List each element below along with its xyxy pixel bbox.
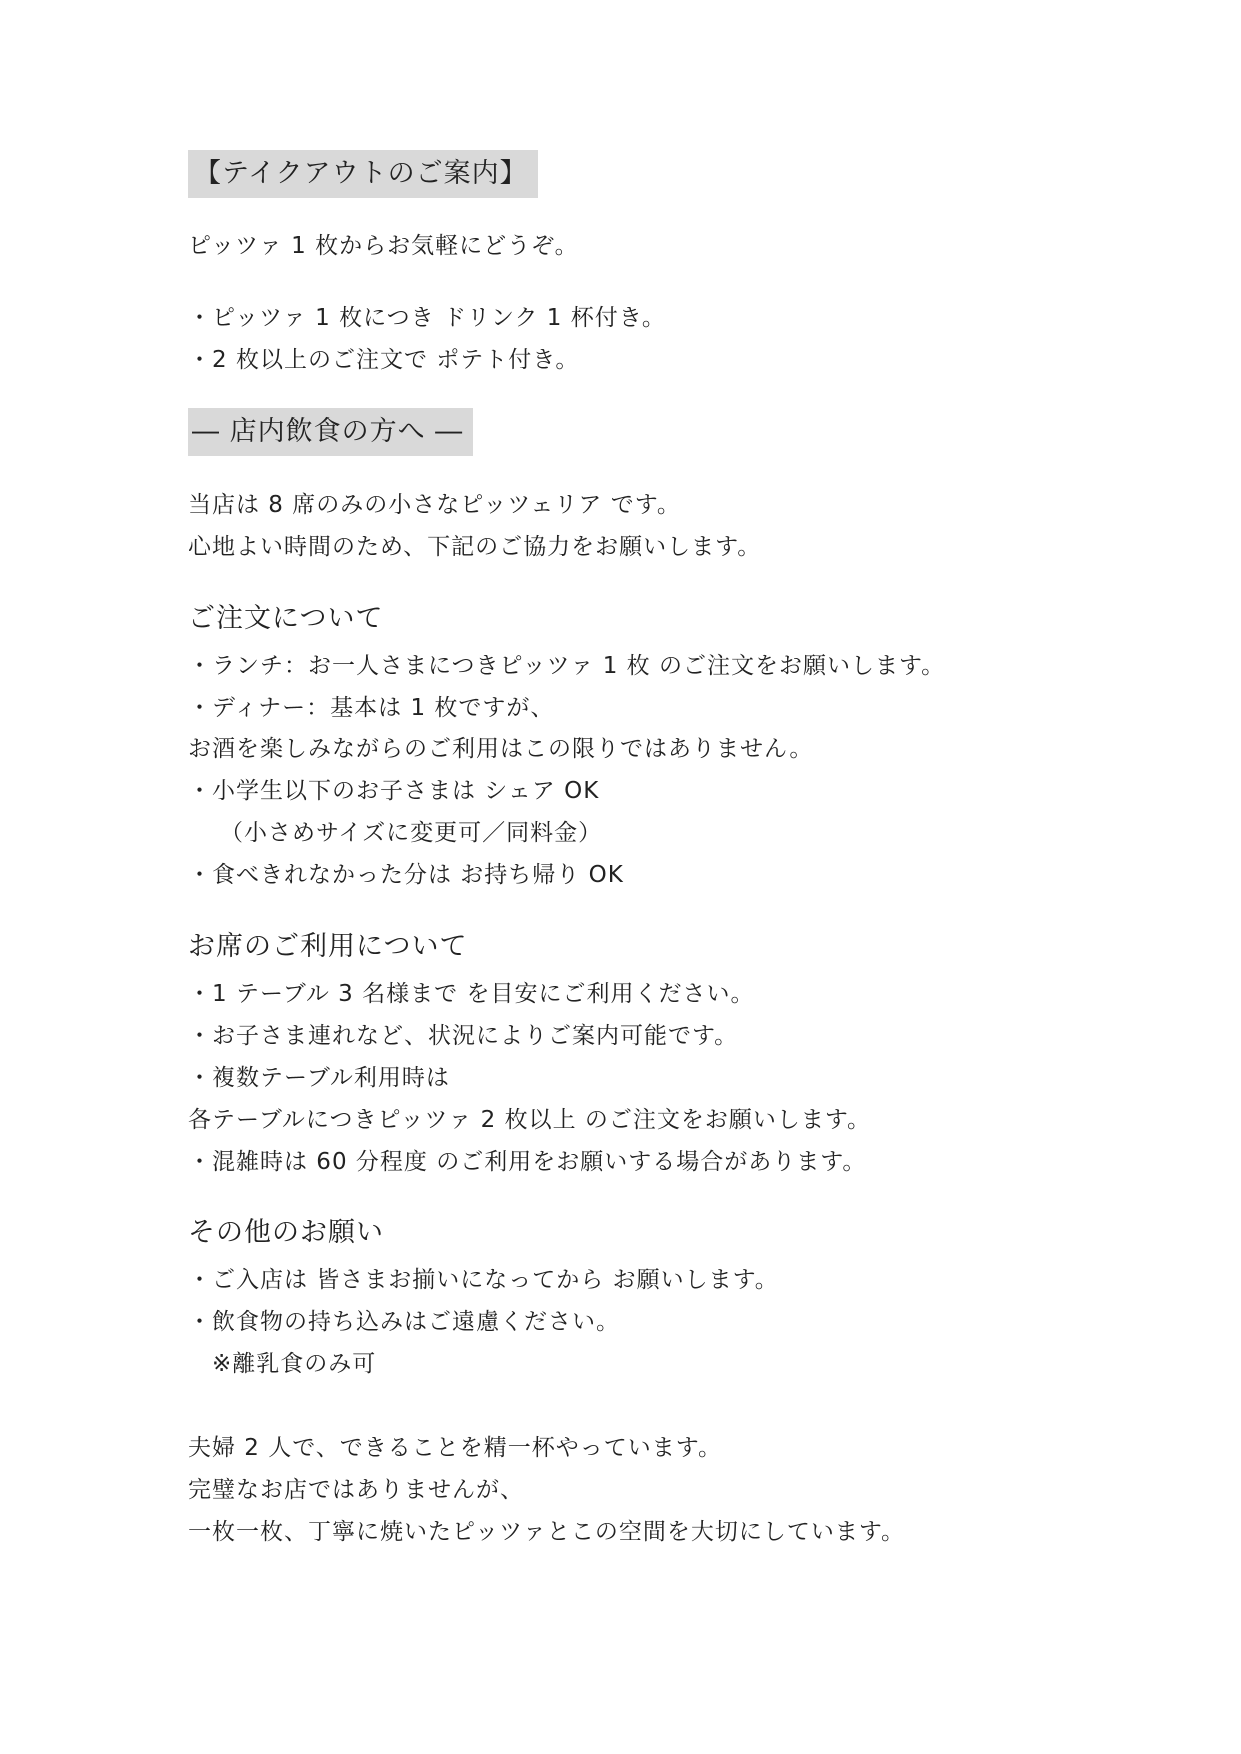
seating-line: 各テーブルにつきピッツァ 2 枚以上 のご注文をお願いします。 xyxy=(188,1107,872,1133)
takeout-item: ・ピッツァ 1 枚につき ドリンク 1 杯付き。 xyxy=(188,305,666,331)
takeout-item: ・2 枚以上のご注文で ポテト付き。 xyxy=(188,347,580,373)
dine-in-intro: 当店は 8 席のみの小さなピッツェリア です。 xyxy=(188,492,681,518)
takeout-intro: ピッツァ 1 枚からお気軽にどうぞ。 xyxy=(188,233,579,259)
closing-line: 完璧なお店ではありませんが、 xyxy=(188,1477,524,1503)
closing-line: 夫婦 2 人で、できることを精一杯やっています。 xyxy=(188,1435,722,1461)
dine-in-heading: ― 店内飲食の方へ ― xyxy=(188,408,473,456)
dine-in-intro: 心地よい時間のため、下記のご協力をお願いします。 xyxy=(188,534,762,560)
order-line: お酒を楽しみながらのご利用はこの限りではありません。 xyxy=(188,736,814,762)
other-line: ・飲食物の持ち込みはご遠慮ください。 xyxy=(188,1309,620,1335)
order-line: ・食べきれなかった分は お持ち帰り OK xyxy=(188,862,624,888)
seating-line: ・複数テーブル利用時は xyxy=(188,1065,450,1091)
order-section-title: ご注文について xyxy=(188,603,384,634)
other-note: ※離乳食のみ可 xyxy=(212,1351,377,1377)
order-line: ・ランチ：お一人さまにつきピッツァ 1 枚 のご注文をお願いします。 xyxy=(188,653,946,679)
other-section-title: その他のお願い xyxy=(188,1217,384,1248)
seating-line: ・お子さま連れなど、状況によりご案内可能です。 xyxy=(188,1023,739,1049)
seating-line: ・混雑時は 60 分程度 のご利用をお願いする場合があります。 xyxy=(188,1149,867,1175)
order-line: ・ディナー：基本は 1 枚ですが、 xyxy=(188,695,555,721)
order-line: （小さめサイズに変更可／同料金） xyxy=(220,820,603,846)
seating-section-title: お席のご利用について xyxy=(188,931,468,962)
other-line: ・ご入店は 皆さまお揃いになってから お願いします。 xyxy=(188,1267,779,1293)
closing-line: 一枚一枚、丁寧に焼いたピッツァとこの空間を大切にしています。 xyxy=(188,1519,906,1545)
seating-line: ・1 テーブル 3 名様まで を目安にご利用ください。 xyxy=(188,981,755,1007)
order-line: ・小学生以下のお子さまは シェア OK xyxy=(188,778,600,804)
takeout-heading: 【テイクアウトのご案内】 xyxy=(188,150,538,198)
